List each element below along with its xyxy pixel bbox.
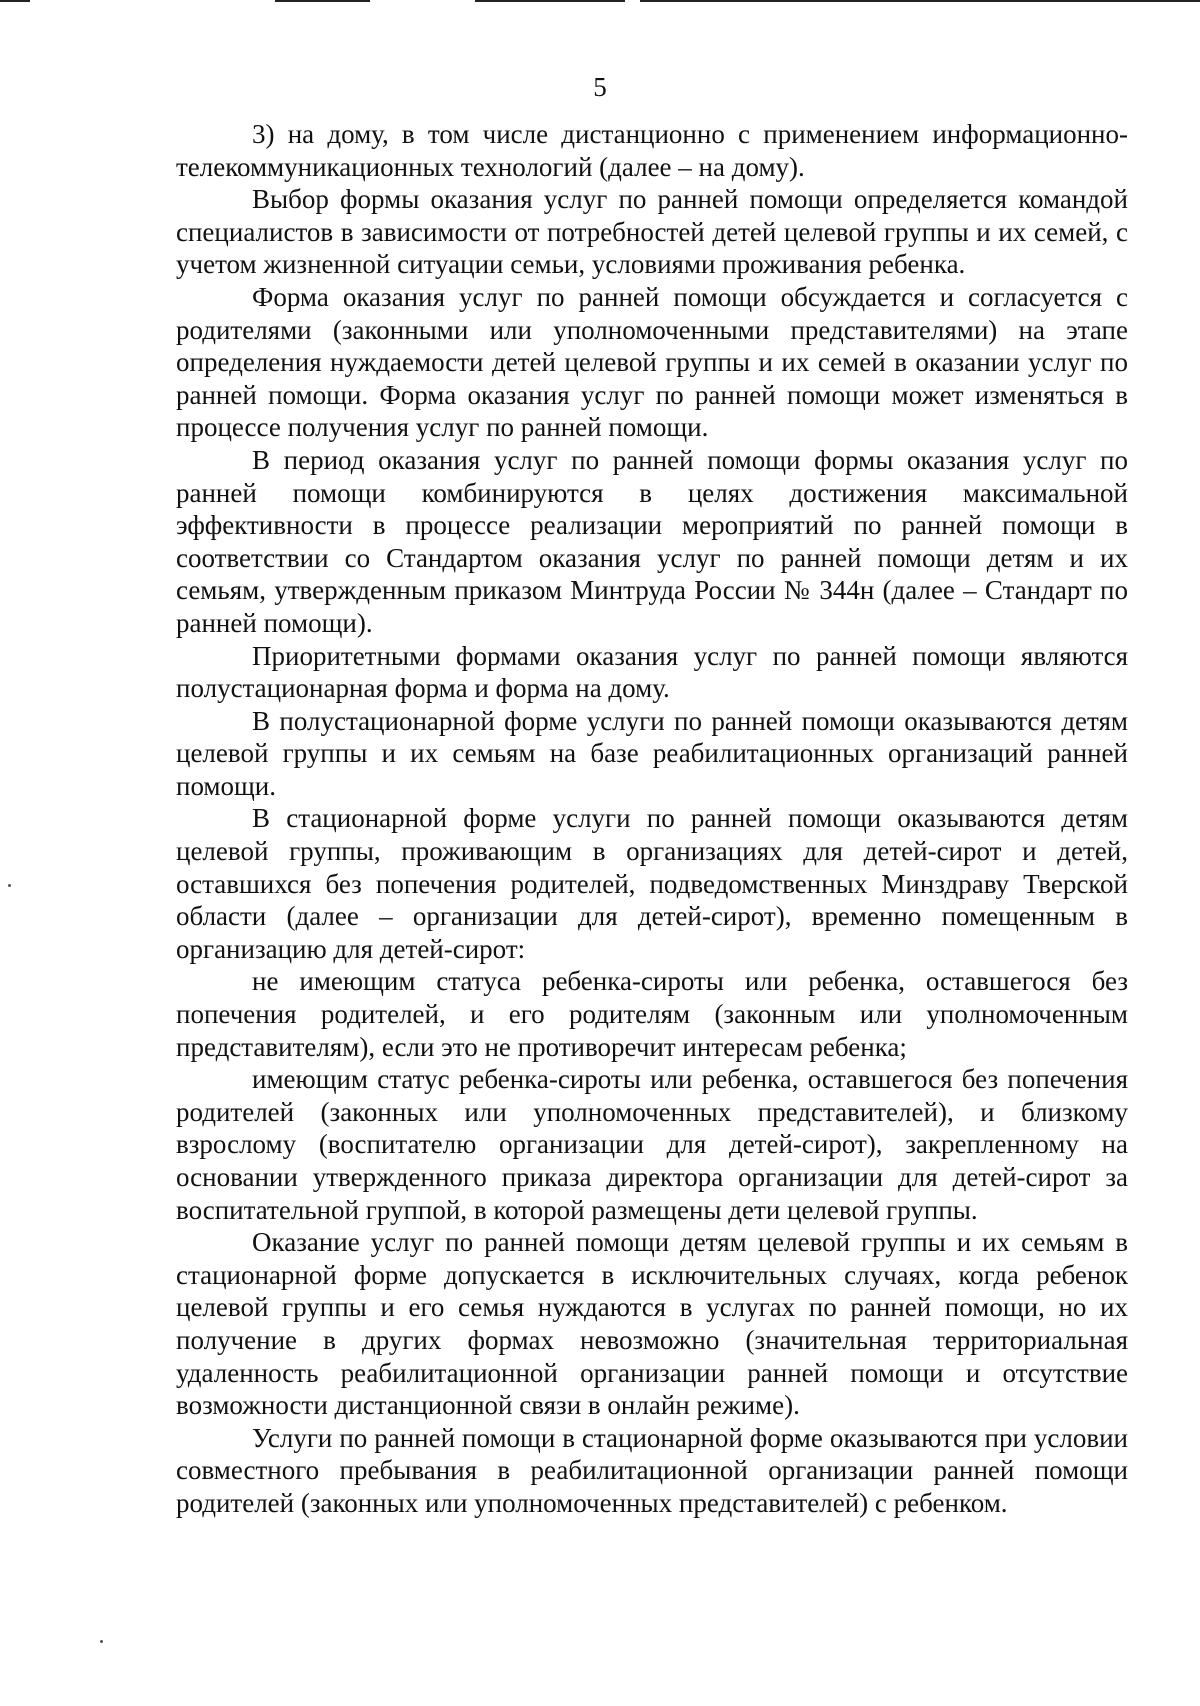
paragraph: Услуги по ранней помощи в стационарной форме оказываются при условии совместного пребывания в реабилитационной организации ранней помощи родителей (законных или уполномоченных представителей) с ребенком. <box>176 1422 1128 1518</box>
paragraph: Оказание услуг по ранней помощи детям целевой группы и их семьям в стационарной форме допускается в исключительных случаях, когда ребенок целевой группы и его семья нуждаются в услугах по ранней помощи, но их получение в других формах невозможно (значительная территориальная удаленность реабилитационной организации ранней помощи и отсутствие возможности дистанционной связи в онлайн режиме). <box>176 1227 1128 1421</box>
paragraph: В период оказания услуг по ранней помощи формы оказания услуг по ранней помощи комбинируются в целях достижения максимальной эффективности в процессе реализации мероприятий по ранней помощи в соответствии со Стандартом оказания услуг по ранней помощи детям и их семьям, утвержденным приказом Минтруда России № 344н (далее – Стандарт по ранней помощи). <box>176 444 1128 638</box>
paragraph: Выбор формы оказания услуг по ранней помощи определяется командой специалистов в зависимости от потребностей детей целевой группы и их семей, с учетом жизненной ситуации семьи, условиями проживания ребенка. <box>176 184 1128 280</box>
paragraph: 3) на дому, в том числе дистанционно с применением информационно-телекоммуникационных технологий (далее – на дому). <box>176 119 1128 182</box>
paragraph: В стационарной форме услуги по ранней помощи оказываются детям целевой группы, проживающим в организациях для детей-сирот и детей, оставшихся без попечения родителей, подведомственных Минздраву Тверской области (далее – организации для детей-сирот), временно помещенным в организацию для детей-сирот: <box>176 803 1128 964</box>
scan-speck <box>8 884 11 887</box>
paragraph: В полустационарной форме услуги по ранней помощи оказываются детям целевой группы и их семьям на базе реабилитационных организаций ранней помощи. <box>176 705 1128 801</box>
page-number: 5 <box>593 72 607 102</box>
scan-edge-line <box>640 0 1200 2</box>
paragraph: не имеющим статуса ребенка-сироты или ребенка, оставшегося без попечения родителей, и его родителям (законным или уполномоченным представителям), если это не противоречит интересам ребенка; <box>176 966 1128 1062</box>
paragraph: Приоритетными формами оказания услуг по ранней помощи являются полустационарная форма и форма на дому. <box>176 640 1128 704</box>
scan-edge-line <box>275 0 370 2</box>
scan-edge-line <box>475 0 625 2</box>
document-body <box>176 118 1128 1520</box>
paragraph: Форма оказания услуг по ранней помощи обсуждается и согласуется с родителями (законными или уполномоченными представителями) на этапе определения нуждаемости детей целевой группы и их семей в оказании услуг по ранней помощи. Форма оказания услуг по ранней помощи может изменяться в процессе получения услуг по ранней помощи. <box>176 281 1128 443</box>
scan-edge-line <box>0 0 30 2</box>
scan-speck <box>100 1640 103 1643</box>
paragraph: имеющим статус ребенка-сироты или ребенка, оставшегося без попечения родителей (законных или уполномоченных представителей), и близкому взрослому (воспитателю организации для детей-сирот), закрепленному на основании утвержденного приказа директора организации для детей-сирот за воспитательной группой, в которой размещены дети целевой группы. <box>176 1064 1128 1225</box>
